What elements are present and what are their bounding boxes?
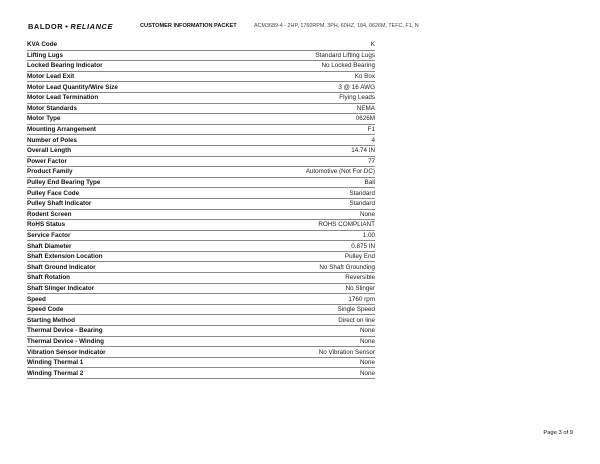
spec-label: Number of Poles xyxy=(27,136,78,144)
spec-label: Lifting Lugs xyxy=(27,51,64,59)
spec-label: KVA Code xyxy=(27,41,58,49)
spec-label: Pulley Face Code xyxy=(27,189,80,197)
spec-row xyxy=(27,188,375,199)
spec-row xyxy=(27,104,375,115)
page-number: Page 3 of 9 xyxy=(543,430,573,436)
spec-value: ROHS COMPLIANT xyxy=(318,221,375,229)
spec-label: Rodent Screen xyxy=(27,210,72,218)
spec-value: 14.74 IN xyxy=(351,147,375,155)
spec-row xyxy=(27,368,375,379)
spec-row xyxy=(27,40,375,51)
spec-row xyxy=(27,114,375,125)
spec-value: 1760 rpm xyxy=(348,295,375,303)
spec-row xyxy=(27,231,375,242)
brand-baldor: BALDOR xyxy=(28,21,64,31)
product-description: ACM3689-4 - 2HP, 1760RPM, 3PH, 60HZ, 184, 0626M, TEFC, F1, N xyxy=(254,23,419,29)
spec-row xyxy=(27,294,375,305)
spec-row xyxy=(27,326,375,337)
packet-title: CUSTOMER INFORMATION PACKET xyxy=(140,23,237,29)
spec-label: Motor Standards xyxy=(27,104,78,112)
document-header xyxy=(28,20,588,32)
spec-value: 0626M xyxy=(355,115,375,123)
spec-value: Automotive (Not For DC) xyxy=(305,168,375,176)
spec-row xyxy=(27,284,375,295)
spec-value: Direct on line xyxy=(338,316,375,324)
spec-row xyxy=(27,167,375,178)
spec-value: Ko Box xyxy=(354,73,375,81)
spec-row xyxy=(27,72,375,83)
spec-label: Thermal Device - Bearing xyxy=(27,327,103,335)
spec-label: Shaft Ground Indicator xyxy=(27,263,96,271)
spec-label: Speed xyxy=(27,295,46,303)
spec-label: Winding Thermal 2 xyxy=(27,369,84,377)
spec-row xyxy=(27,252,375,263)
spec-value: None xyxy=(359,359,375,367)
spec-value: Reversible xyxy=(345,274,375,282)
spec-label: Motor Lead Termination xyxy=(27,94,99,102)
spec-value: Pulley End xyxy=(344,253,375,261)
spec-row xyxy=(27,315,375,326)
brand-logo xyxy=(28,22,140,31)
spec-label: Motor Type xyxy=(27,115,61,123)
spec-value: 77 xyxy=(367,157,375,165)
spec-row xyxy=(27,347,375,358)
spec-row xyxy=(27,305,375,316)
spec-label: Speed Code xyxy=(27,306,64,314)
spec-row xyxy=(27,82,375,93)
spec-value: NEMA xyxy=(356,104,375,112)
spec-value: 4 xyxy=(371,136,375,144)
brand-reliance: RELIANCE xyxy=(70,21,113,31)
spec-label: Starting Method xyxy=(27,316,75,324)
spec-label: Power Factor xyxy=(27,157,67,165)
spec-value: 0.875 IN xyxy=(351,242,375,250)
spec-value: K xyxy=(370,41,375,49)
spec-label: Winding Thermal 1 xyxy=(27,359,84,367)
spec-label: Shaft Rotation xyxy=(27,274,71,282)
spec-value: None xyxy=(359,369,375,377)
spec-value: No Locked Bearing xyxy=(321,62,375,70)
spec-row xyxy=(27,135,375,146)
spec-value: No Shaft Grounding xyxy=(319,263,375,271)
spec-value: Standard xyxy=(349,200,375,208)
spec-value: None xyxy=(359,327,375,335)
spec-value: No Slinger xyxy=(345,284,375,292)
spec-row xyxy=(27,262,375,273)
spec-value: 1.00 xyxy=(362,231,375,239)
spec-label: Overall Length xyxy=(27,147,72,155)
spec-label: Product Family xyxy=(27,168,73,176)
spec-label: Motor Lead Exit xyxy=(27,73,75,81)
spec-value: F1 xyxy=(367,126,375,134)
spec-label: Service Factor xyxy=(27,231,71,239)
spec-value: Standard Lifting Lugs xyxy=(315,51,375,59)
spec-row xyxy=(27,61,375,72)
spec-row xyxy=(27,125,375,136)
spec-label: Mounting Arrangement xyxy=(27,126,97,134)
spec-label: Shaft Extension Location xyxy=(27,253,103,261)
spec-value: Single Speed xyxy=(337,306,375,314)
spec-row xyxy=(27,178,375,189)
spec-value: None xyxy=(359,337,375,345)
spec-value: Ball xyxy=(364,179,375,187)
spec-row xyxy=(27,146,375,157)
spec-value: Standard xyxy=(349,189,375,197)
spec-row xyxy=(27,220,375,231)
spec-label: Locked Bearing Indicator xyxy=(27,62,103,70)
spec-label: Thermal Device - Winding xyxy=(27,337,104,345)
spec-row xyxy=(27,199,375,210)
spec-value: 3 @ 16 AWG xyxy=(338,83,375,91)
brand-separator: • xyxy=(65,21,69,31)
spec-value: No Vibration Sensor xyxy=(318,348,375,356)
spec-value: Flying Leads xyxy=(339,94,375,102)
spec-label: Shaft Diameter xyxy=(27,242,72,250)
spec-value: None xyxy=(359,210,375,218)
spec-row xyxy=(27,210,375,221)
spec-row xyxy=(27,51,375,62)
spec-label: RoHS Status xyxy=(27,221,66,229)
spec-table xyxy=(27,40,375,379)
spec-row xyxy=(27,337,375,348)
spec-label: Pulley Shaft Indicator xyxy=(27,200,92,208)
spec-label: Vibration Sensor Indicator xyxy=(27,348,106,356)
spec-row xyxy=(27,273,375,284)
spec-label: Motor Lead Quantity/Wire Size xyxy=(27,83,118,91)
spec-row xyxy=(27,93,375,104)
spec-label: Pulley End Bearing Type xyxy=(27,179,101,187)
spec-row xyxy=(27,157,375,168)
spec-row xyxy=(27,358,375,369)
spec-row xyxy=(27,241,375,252)
spec-label: Shaft Slinger Indicator xyxy=(27,284,95,292)
